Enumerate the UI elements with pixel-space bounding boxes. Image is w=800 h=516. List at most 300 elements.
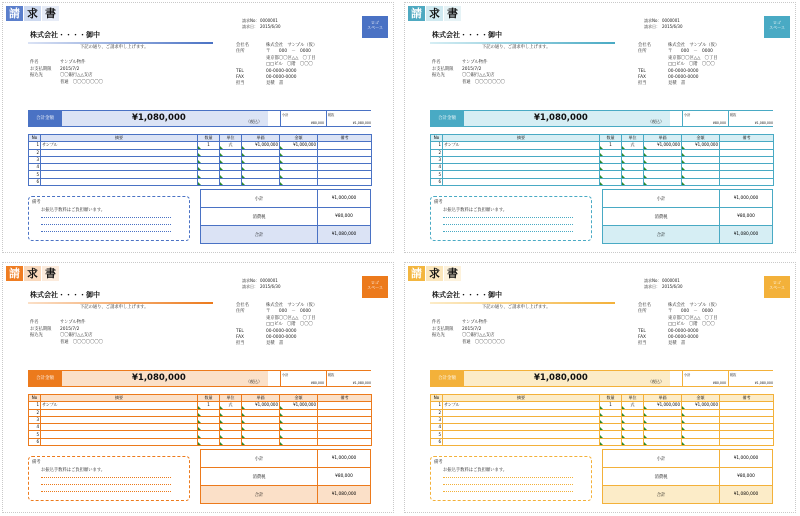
company-key: FAX	[236, 335, 244, 341]
invoice-meta	[644, 18, 683, 30]
table-cell[interactable]: 1	[198, 402, 220, 409]
table-cell[interactable]	[242, 438, 280, 445]
table-cell[interactable]	[318, 149, 372, 156]
info-key	[30, 80, 60, 87]
table-cell[interactable]: 6	[29, 438, 41, 445]
column-header: 金額	[682, 395, 720, 402]
table-cell[interactable]	[644, 164, 682, 171]
company-value: 株式会社 サンプル（仮）	[266, 43, 318, 48]
table-cell[interactable]	[682, 178, 720, 185]
table-cell[interactable]	[622, 156, 644, 163]
table-cell[interactable]	[198, 424, 220, 431]
table-cell[interactable]	[242, 164, 280, 171]
table-cell[interactable]: 2	[29, 409, 41, 416]
invoice-no-label: 請求No：	[644, 18, 662, 23]
company-info	[236, 43, 317, 88]
table-cell[interactable]: 式	[220, 142, 242, 149]
table-cell[interactable]	[600, 178, 622, 185]
pretax-label: 税抜	[730, 113, 737, 117]
table-row	[29, 178, 372, 185]
summary-value: ¥80,000	[720, 468, 773, 486]
remarks-line	[41, 477, 171, 478]
subtotal-value: ¥80,000	[712, 381, 726, 385]
summary-key: 合計	[603, 486, 720, 504]
invoice-no-label: 請求No：	[242, 18, 260, 23]
column-header: 単価	[644, 395, 682, 402]
table-cell[interactable]: 1	[29, 402, 41, 409]
invoice-date: 2015/6/30	[260, 284, 281, 289]
summary-key: 小計	[201, 190, 318, 208]
table-cell[interactable]	[600, 431, 622, 438]
table-cell[interactable]	[318, 142, 372, 149]
table-cell[interactable]	[720, 142, 774, 149]
table-cell[interactable]: 4	[29, 424, 41, 431]
info-value: サンプル物件	[60, 60, 86, 65]
table-cell[interactable]	[443, 409, 600, 416]
subtotal-box	[682, 111, 727, 126]
table-cell[interactable]	[41, 156, 198, 163]
column-header: 備考	[318, 135, 372, 142]
company-value: 東京都〇〇区△△ 〇丁目	[266, 315, 316, 321]
info-key: 振込先	[30, 333, 43, 338]
table-cell[interactable]	[198, 438, 220, 445]
summary-value: ¥1,000,000	[318, 450, 371, 468]
table-cell[interactable]	[220, 164, 242, 171]
table-cell[interactable]	[600, 164, 622, 171]
table-cell[interactable]: 2	[431, 149, 443, 156]
table-cell[interactable]	[41, 438, 198, 445]
table-cell[interactable]: 3	[431, 416, 443, 423]
company-key: TEL	[638, 328, 646, 334]
table-cell[interactable]	[242, 424, 280, 431]
logo-space: ロゴ スペース	[362, 276, 388, 298]
table-cell[interactable]	[682, 171, 720, 178]
table-cell[interactable]	[600, 416, 622, 423]
table-cell[interactable]	[242, 416, 280, 423]
summary-value: ¥80,000	[318, 208, 371, 226]
invoice-date-label: 請求日：	[644, 24, 660, 29]
table-cell[interactable]	[720, 431, 774, 438]
company-key: FAX	[638, 335, 646, 341]
info-key	[30, 340, 60, 347]
table-cell[interactable]	[280, 416, 318, 423]
invoice-no: 0000001	[260, 18, 278, 23]
table-cell[interactable]	[644, 178, 682, 185]
remarks-line	[41, 484, 171, 485]
table-cell[interactable]: 5	[431, 171, 443, 178]
table-cell[interactable]	[198, 416, 220, 423]
table-cell[interactable]: サンプル	[41, 142, 198, 149]
column-header: 数量	[600, 135, 622, 142]
summary-value: ¥80,000	[318, 468, 371, 486]
company-value: 00-0000-0000	[668, 335, 699, 341]
info-key	[432, 340, 462, 347]
table-cell[interactable]: 3	[29, 156, 41, 163]
table-cell[interactable]	[720, 409, 774, 416]
table-cell[interactable]	[198, 164, 220, 171]
table-cell[interactable]	[622, 416, 644, 423]
invoice-date-label: 請求日：	[644, 284, 660, 289]
remarks-line	[443, 484, 573, 485]
info-key: 件名	[30, 60, 39, 65]
summary-key: 消費税	[603, 468, 720, 486]
summary-key: 消費税	[201, 468, 318, 486]
remarks-line	[41, 224, 171, 225]
table-cell[interactable]	[198, 149, 220, 156]
table-cell[interactable]	[41, 164, 198, 171]
table-row	[29, 431, 372, 438]
title-char: 求	[426, 266, 443, 281]
table-cell[interactable]: ¥1,000,000	[280, 142, 318, 149]
table-cell[interactable]	[220, 431, 242, 438]
table-cell[interactable]	[622, 171, 644, 178]
company-value: □□ビル 〇階 〇〇〇	[266, 322, 313, 328]
table-cell[interactable]	[318, 409, 372, 416]
table-cell[interactable]	[318, 431, 372, 438]
table-cell[interactable]	[682, 431, 720, 438]
invoice-title	[408, 266, 462, 281]
table-cell[interactable]: 1	[431, 402, 443, 409]
company-key: 会社名	[236, 43, 249, 48]
table-cell[interactable]	[600, 149, 622, 156]
table-cell[interactable]	[682, 149, 720, 156]
info-value: 〇〇銀行△△支店	[462, 333, 495, 338]
pretax-label: 税抜	[328, 373, 335, 377]
table-cell[interactable]	[41, 416, 198, 423]
table-cell[interactable]	[242, 156, 280, 163]
company-value: □□ビル 〇階 〇〇〇	[668, 62, 715, 68]
table-cell[interactable]: ¥1,000,000	[280, 402, 318, 409]
table-cell[interactable]	[220, 416, 242, 423]
column-header: No	[431, 395, 443, 402]
remarks-line	[443, 224, 573, 225]
table-cell[interactable]: 3	[29, 416, 41, 423]
table-cell[interactable]	[644, 416, 682, 423]
table-row	[29, 156, 372, 163]
table-cell[interactable]: 4	[29, 164, 41, 171]
table-cell[interactable]	[443, 156, 600, 163]
table-cell[interactable]	[220, 156, 242, 163]
total-label: 合計金額	[28, 111, 62, 126]
table-cell[interactable]	[242, 171, 280, 178]
table-cell[interactable]	[443, 424, 600, 431]
title-char: 書	[42, 266, 59, 281]
table-cell[interactable]	[644, 156, 682, 163]
total-label: 合計金額	[430, 111, 464, 126]
table-cell[interactable]: 5	[29, 431, 41, 438]
column-header: 単価	[644, 135, 682, 142]
table-cell[interactable]: サンプル	[443, 402, 600, 409]
table-cell[interactable]	[443, 416, 600, 423]
table-cell[interactable]	[622, 409, 644, 416]
table-cell[interactable]	[682, 416, 720, 423]
company-key: 担当	[236, 81, 245, 87]
items-table	[28, 394, 372, 446]
table-cell[interactable]	[644, 438, 682, 445]
logo-space: ロゴ スペース	[362, 16, 388, 38]
table-cell[interactable]	[280, 438, 318, 445]
table-cell[interactable]: サンプル	[41, 402, 198, 409]
table-cell[interactable]	[600, 171, 622, 178]
table-cell[interactable]	[720, 178, 774, 185]
company-key: 担当	[236, 341, 245, 347]
company-value: 株式会社 サンプル（仮）	[668, 43, 720, 48]
summary-value: ¥1,000,000	[720, 450, 773, 468]
info-key: 振込先	[432, 73, 445, 78]
table-cell[interactable]: 6	[431, 438, 443, 445]
table-row	[29, 171, 372, 178]
table-cell[interactable]	[280, 156, 318, 163]
table-cell[interactable]	[622, 164, 644, 171]
table-cell[interactable]: 式	[220, 402, 242, 409]
tax-note: （税込）	[648, 119, 664, 124]
client-name: 株式会社・・・・御中	[432, 31, 502, 39]
table-row	[431, 409, 774, 416]
greeting: 下記の通り、ご請求申し上げます。	[482, 45, 551, 50]
table-cell[interactable]	[622, 149, 644, 156]
table-cell[interactable]	[318, 438, 372, 445]
column-header: No	[29, 135, 41, 142]
table-cell[interactable]: 4	[431, 164, 443, 171]
table-cell[interactable]	[280, 431, 318, 438]
table-cell[interactable]	[318, 402, 372, 409]
company-key: FAX	[236, 75, 244, 81]
table-cell[interactable]	[41, 409, 198, 416]
column-header: 備考	[720, 135, 774, 142]
company-value: 00-0000-0000	[266, 75, 297, 81]
table-cell[interactable]	[220, 438, 242, 445]
column-header: 単価	[242, 135, 280, 142]
table-cell[interactable]	[280, 178, 318, 185]
table-row	[29, 164, 372, 171]
total-amount: ¥1,080,000	[534, 113, 588, 123]
table-row	[431, 416, 774, 423]
table-cell[interactable]	[682, 164, 720, 171]
info-key: お支払期限	[30, 66, 52, 72]
table-cell[interactable]: 式	[622, 142, 644, 149]
tax-note: （税込）	[648, 379, 664, 384]
remarks-line	[41, 217, 171, 218]
table-cell[interactable]	[600, 424, 622, 431]
table-cell[interactable]: 1	[198, 142, 220, 149]
table-cell[interactable]	[198, 409, 220, 416]
table-cell[interactable]	[41, 149, 198, 156]
table-cell[interactable]: ¥1,000,000	[644, 142, 682, 149]
table-cell[interactable]: ¥1,000,000	[682, 142, 720, 149]
title-char: 請	[408, 266, 425, 281]
table-cell[interactable]	[682, 424, 720, 431]
company-key: TEL	[236, 68, 244, 74]
company-value: 00-0000-0000	[266, 68, 297, 74]
invoice-meta	[242, 278, 281, 290]
table-cell[interactable]	[720, 156, 774, 163]
company-key: TEL	[638, 68, 646, 74]
table-cell[interactable]	[41, 424, 198, 431]
remarks-text: お振込手数料はご負担願います。	[443, 208, 508, 213]
table-cell[interactable]	[622, 438, 644, 445]
table-cell[interactable]	[600, 438, 622, 445]
company-value: 00-0000-0000	[668, 328, 699, 334]
column-header: 金額	[682, 135, 720, 142]
subtotal-value: ¥80,000	[712, 121, 726, 125]
table-cell[interactable]: 1	[600, 402, 622, 409]
table-cell[interactable]: 5	[431, 431, 443, 438]
company-value: 〒 000 － 0000	[266, 309, 311, 315]
pretax-value: ¥1,080,000	[754, 121, 773, 125]
company-value: 東京都〇〇区△△ 〇丁目	[266, 55, 316, 61]
table-cell[interactable]	[600, 156, 622, 163]
company-value: □□ビル 〇階 〇〇〇	[266, 62, 313, 68]
pretax-value: ¥1,080,000	[352, 121, 371, 125]
table-cell[interactable]	[720, 164, 774, 171]
table-cell[interactable]	[720, 438, 774, 445]
table-cell[interactable]: サンプル	[443, 142, 600, 149]
table-cell[interactable]	[600, 409, 622, 416]
table-cell[interactable]	[220, 149, 242, 156]
table-cell[interactable]	[220, 171, 242, 178]
table-cell[interactable]	[41, 178, 198, 185]
table-cell[interactable]	[242, 431, 280, 438]
table-cell[interactable]	[280, 424, 318, 431]
company-value: 00-0000-0000	[266, 328, 297, 334]
table-cell[interactable]	[318, 164, 372, 171]
pretax-box	[728, 111, 774, 126]
table-cell[interactable]: ¥1,000,000	[242, 142, 280, 149]
table-cell[interactable]	[41, 171, 198, 178]
column-header: 金額	[280, 135, 318, 142]
table-cell[interactable]	[644, 431, 682, 438]
table-cell[interactable]	[443, 171, 600, 178]
total-label: 合計金額	[28, 371, 62, 386]
table-row	[29, 416, 372, 423]
subtotal-label: 小計	[282, 113, 289, 117]
title-char: 求	[24, 266, 41, 281]
summary-value: ¥1,000,000	[720, 190, 773, 208]
table-cell[interactable]	[242, 178, 280, 185]
table-cell[interactable]	[644, 171, 682, 178]
table-cell[interactable]	[220, 178, 242, 185]
total-amount: ¥1,080,000	[132, 373, 186, 383]
info-value: 〇〇銀行△△支店	[60, 333, 93, 338]
company-value: 株式会社 サンプル（仮）	[668, 303, 720, 308]
table-cell[interactable]	[622, 431, 644, 438]
info-value: サンプル物件	[462, 60, 488, 65]
client-name: 株式会社・・・・御中	[30, 31, 100, 39]
table-cell[interactable]	[622, 178, 644, 185]
invoice-date-label: 請求日：	[242, 284, 258, 289]
total-amount-box	[464, 371, 670, 386]
table-cell[interactable]	[443, 164, 600, 171]
table-cell[interactable]	[720, 416, 774, 423]
tax-note: （税込）	[246, 119, 262, 124]
table-cell[interactable]	[443, 431, 600, 438]
table-cell[interactable]	[443, 149, 600, 156]
table-cell[interactable]	[682, 409, 720, 416]
table-cell[interactable]: 5	[29, 171, 41, 178]
table-cell[interactable]	[318, 424, 372, 431]
column-header: 摘要	[443, 395, 600, 402]
column-header: 備考	[720, 395, 774, 402]
table-cell[interactable]	[720, 424, 774, 431]
table-cell[interactable]: ¥1,000,000	[242, 402, 280, 409]
table-cell[interactable]	[198, 156, 220, 163]
column-header: 摘要	[41, 135, 198, 142]
info-value: 普通 〇〇〇〇〇〇〇	[462, 79, 505, 85]
table-cell[interactable]	[280, 171, 318, 178]
company-key: 会社名	[638, 303, 651, 308]
items-table	[430, 134, 774, 186]
table-cell[interactable]	[720, 171, 774, 178]
column-header: 金額	[280, 395, 318, 402]
info-value: サンプル物件	[60, 320, 86, 325]
column-header: 数量	[198, 135, 220, 142]
table-cell[interactable]	[644, 409, 682, 416]
table-cell[interactable]	[280, 409, 318, 416]
summary-key: 消費税	[603, 208, 720, 226]
summary-key: 小計	[603, 450, 720, 468]
table-cell[interactable]	[220, 409, 242, 416]
table-cell[interactable]: 2	[29, 149, 41, 156]
table-cell[interactable]	[682, 156, 720, 163]
table-cell[interactable]	[644, 149, 682, 156]
table-cell[interactable]: 2	[431, 409, 443, 416]
table-cell[interactable]: 式	[622, 402, 644, 409]
table-cell[interactable]: 1	[431, 142, 443, 149]
summary-table	[200, 189, 371, 244]
table-cell[interactable]	[41, 431, 198, 438]
company-value: 見積 書	[266, 341, 284, 347]
table-cell[interactable]	[622, 424, 644, 431]
table-cell[interactable]: 6	[29, 178, 41, 185]
table-cell[interactable]: 6	[431, 178, 443, 185]
table-cell[interactable]	[280, 149, 318, 156]
table-cell[interactable]	[443, 178, 600, 185]
logo-space: ロゴ スペース	[764, 16, 790, 38]
table-cell[interactable]	[644, 424, 682, 431]
summary-key: 消費税	[201, 208, 318, 226]
table-cell[interactable]	[443, 438, 600, 445]
table-cell[interactable]: 1	[600, 142, 622, 149]
info-value: 2015/7/2	[60, 326, 80, 332]
table-cell[interactable]: 4	[431, 424, 443, 431]
table-cell[interactable]: ¥1,000,000	[644, 402, 682, 409]
table-cell[interactable]: 3	[431, 156, 443, 163]
table-cell[interactable]	[242, 149, 280, 156]
table-cell[interactable]	[220, 424, 242, 431]
table-cell[interactable]	[318, 156, 372, 163]
table-cell[interactable]	[198, 171, 220, 178]
table-cell[interactable]: 1	[29, 142, 41, 149]
table-cell[interactable]	[242, 409, 280, 416]
title-char: 請	[408, 6, 425, 21]
table-cell[interactable]	[198, 178, 220, 185]
table-cell[interactable]	[720, 402, 774, 409]
company-info	[638, 303, 719, 348]
table-cell[interactable]	[720, 149, 774, 156]
table-cell[interactable]	[318, 171, 372, 178]
remarks-text: お振込手数料はご負担願います。	[443, 468, 508, 473]
invoice-no: 0000001	[662, 18, 680, 23]
title-char: 請	[6, 6, 23, 21]
table-cell[interactable]	[318, 178, 372, 185]
table-cell[interactable]	[280, 164, 318, 171]
remarks-box	[430, 196, 592, 241]
invoice-meta	[644, 278, 683, 290]
table-cell[interactable]	[682, 438, 720, 445]
table-cell[interactable]: ¥1,000,000	[682, 402, 720, 409]
table-cell[interactable]	[318, 416, 372, 423]
table-cell[interactable]	[198, 431, 220, 438]
